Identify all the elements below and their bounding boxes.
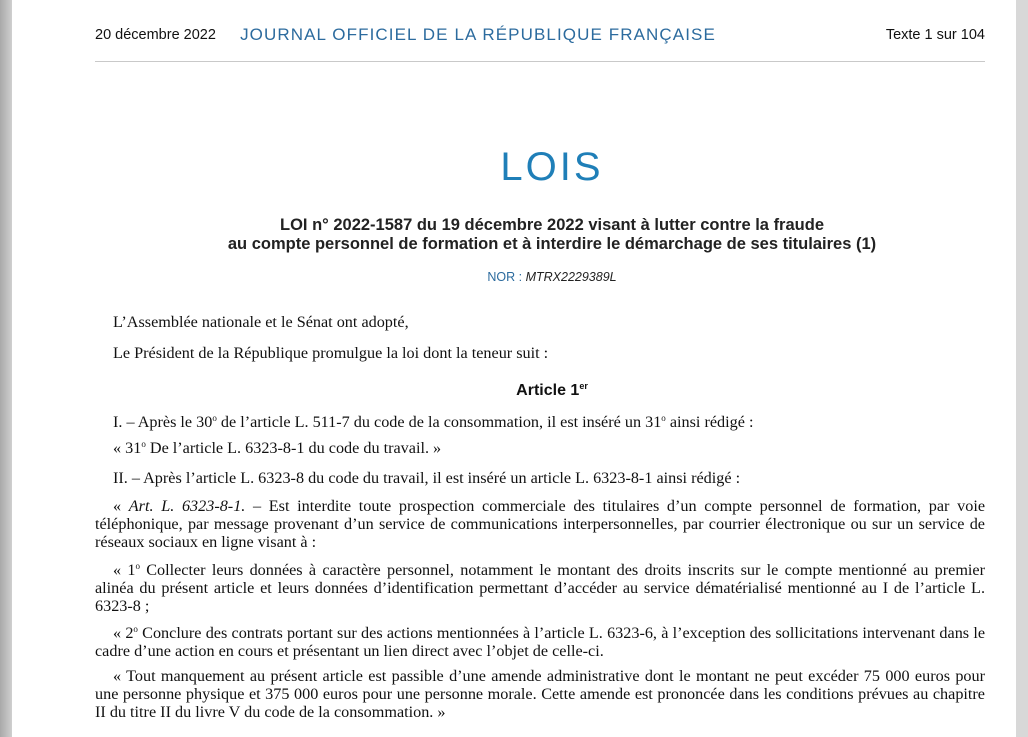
law-title	[12, 216, 1028, 254]
header-journal-title: JOURNAL OFFICIEL DE LA RÉPUBLIQUE FRANÇAISE	[240, 25, 716, 44]
article-paragraph-4: « Art. L. 6323-8-1. – Est interdite toute prospection commerciale des titulaires d’un compte personnel de formation, par voie téléphonique, par message provenant d’un service de communications interpersonnelles, par courrier électronique ou sur un service de réseaux sociaux en ligne visant à :	[95, 497, 985, 551]
nor-code: MTRX2229389L	[525, 270, 617, 284]
article-paragraph-6: « 2$^o$ Conclure des contrats portant sur des actions mentionnées à l’article L. 6323-6, à l’exception des sollicitations intervenant dans le cadre d’une action en cours et présentant un lien direct avec l’objet de celle-ci.	[95, 624, 986, 660]
article-paragraph-1: I. – Après le 30$^o$ de l’article L. 511-7 du code de la consommation, il est inséré un 31$^o$ ainsi rédigé :	[113, 413, 754, 431]
section-title: LOIS	[500, 145, 604, 189]
viewer-right-border	[1016, 0, 1028, 737]
article-paragraph-2: « 31$^o$ De l’article L. 6323-8-1 du code du travail. »	[113, 439, 442, 457]
preamble-line-1: L’Assemblée nationale et le Sénat ont adopté,	[113, 313, 409, 331]
preamble-line-2: Le Président de la République promulgue la loi dont la teneur suit :	[113, 344, 549, 362]
header-date: 20 décembre 2022	[95, 27, 216, 43]
header-page-info: Texte 1 sur 104	[885, 27, 985, 43]
viewer-left-border	[0, 0, 12, 737]
nor-label: NOR :	[487, 270, 526, 284]
article-paragraph-7: « Tout manquement au présent article est passible d’une amende administrative dont le montant ne peut excéder 75 000 euros pour une personne physique et 375 000 euros pour une personne morale. Cette amende est prononcée dans les conditions prévues au chapitre II du titre II du livre V du code de la consommation. »	[95, 667, 985, 721]
article-paragraph-3: II. – Après l’article L. 6323-8 du code du travail, il est inséré un article L. 6323-8-1 ainsi rédigé :	[113, 469, 741, 487]
law-title-line-2: au compte personnel de formation et à interdire le démarchage de ses titulaires (1)	[227, 235, 877, 253]
header-divider	[95, 61, 985, 62]
law-title-line-1: LOI n° 2022-1587 du 19 décembre 2022 visant à lutter contre la fraude	[280, 216, 824, 234]
article-heading: Article 1er	[516, 381, 588, 399]
article-paragraph-5: « 1$^o$ Collecter leurs données à caractère personnel, notamment le montant des droits inscrits sur le compte mentionné au premier alinéa du présent article et leurs données d’identification permettant d’accéder au service dématérialisé mentionné au I de l’article L. 6323-8 ;	[95, 561, 986, 615]
nor-reference	[12, 270, 1028, 284]
document-page	[12, 0, 1016, 737]
